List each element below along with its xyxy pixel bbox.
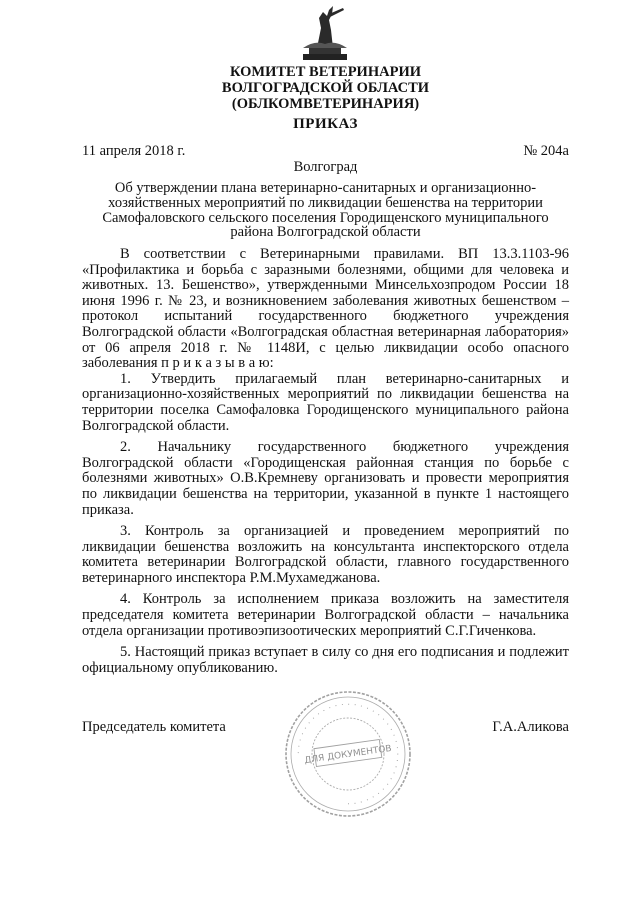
order-item-5: 5. Настоящий приказ вступает в силу со дня его подписания и подлежит официальному опубликованию. [82, 644, 569, 676]
stamp-center-text: ДЛЯ ДОКУМЕНТОВ [303, 743, 393, 767]
signatory-position: Председатель комитета [82, 719, 226, 735]
emblem-icon [299, 4, 351, 62]
order-subject: Об утверждении плана ветеринарно-санитарных и организационно-хозяйственных мероприятий по ликвидации бешенства на территории Самофаловского сельского поселения Городищенского муниципального района Волгоградской области [102, 180, 549, 241]
org-line-3: (ОБЛКОМВЕТЕРИНАРИЯ) [231, 96, 420, 112]
order-item-4: 4. Контроль за исполнением приказа возложить на заместителя председателя комитета ветеринарии Волгоградской области – начальника отдела организации противоэпизоотических мероприятий С.Г.Гиченкова. [82, 591, 569, 639]
svg-text:· · · · · · · · · · · · · · ·: · · · · · · · · · · · · · · · · · · · · · · · · · · · · · · · · · · · · · [293, 699, 403, 809]
order-city: Волгоград [293, 159, 358, 175]
document-type: ПРИКАЗ [293, 116, 358, 132]
order-item-1: 1. Утвердить прилагаемый план ветеринарно-санитарных и организационно-хозяйственных мероприятий по ликвидации бешенства на территории поселка Самофаловка Городищенского муниципального района Волгоградской области. [82, 370, 569, 434]
org-line-1: КОМИТЕТ ВЕТЕРИНАРИИ [229, 64, 422, 80]
order-body [82, 247, 569, 682]
org-line-2: ВОЛГОГРАДСКОЙ ОБЛАСТИ [221, 80, 430, 96]
order-number: № 204а [523, 143, 569, 159]
order-item-2: 2. Начальнику государственного бюджетного учреждения Волгоградской области «Городищенская районная станция по борьбе с болезнями животных» О.В.Кремневу организовать и провести мероприятия по ликвидации бешенства на территории, указанной в пункте 1 настоящего приказа. [82, 439, 569, 518]
stamp-seal-icon [282, 688, 414, 820]
order-item-3: 3. Контроль за организацией и проведением мероприятий по ликвидации бешенства возложить на консультанта инспекторского отдела комитета ветеринарии Волгоградской области, главного государственного ветеринарного инспектора Р.М.Мухамеджанова. [82, 523, 569, 586]
organization-name [82, 64, 569, 112]
order-date: 11 апреля 2018 г. [82, 143, 186, 159]
preamble-paragraph: В соответствии с Ветеринарными правилами. ВП 13.3.1103-96 «Профилактика и борьба с заразными болезнями, общими для человека и животных. 13. Бешенство», утвержденными Минсельхозпродом России 18 июня 1996 г. № 23, и возникновением заболевания животных бешенством – протокол испытаний государственного бюджетного учреждения Волгоградской области «Волгоградская областная ветеринарная лаборатория» от 06 апреля 2018 г. № 1148И, с целью ликвидации особо опасного заболевания п р и к а з ы в а ю: [82, 246, 569, 372]
signatory-name: Г.А.Аликова [492, 719, 569, 735]
